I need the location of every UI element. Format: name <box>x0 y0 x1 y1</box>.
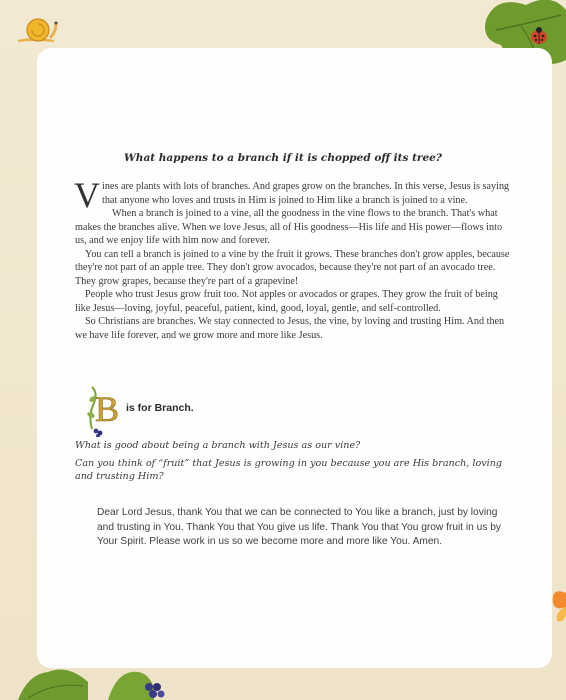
question-title: What happens to a branch if it is chopped off its tree? <box>124 152 442 164</box>
drop-cap: V <box>74 175 100 215</box>
paragraph-2: When a branch is joined to a vine, all the goodness in the vine flows to the branch. That's what makes the branches alive. When we love Jesus, all of His goodness—His life and His power—flows into us, and we enjoy life with him now and forever. <box>75 208 503 246</box>
question-2: Can you think of “fruit” that Jesus is growing in you because you are His branch, loving and trusting Him? <box>75 458 503 482</box>
discussion-questions <box>75 439 515 488</box>
letter-glyph: B <box>95 389 120 429</box>
paragraph-1 <box>74 175 515 215</box>
content-card <box>37 48 552 668</box>
paragraph-3: You can tell a branch is joined to a vine by the fruit it grows. These branches don't grow apples, because they're not part of an apple tree. They don't grow avocados, because they're not part of an avocado tree. They grow grapes, because they're part of a grapevine! <box>75 248 510 287</box>
letter-label: is for Branch. <box>126 402 194 414</box>
question-1: What is good about being a branch with Jesus as our vine? <box>75 440 361 451</box>
grape-cluster-icon <box>144 682 166 700</box>
ladybug-icon <box>528 26 550 46</box>
paragraph-text: ines are plants with lots of branches. And grapes grow on the branches. In this verse, Jesus is saying that anyone who loves and trusts in Him is joined to Him like a branch is joined to a vine. <box>102 181 510 206</box>
paragraph-5: So Christians are branches. We stay connected to Jesus, the vine, by loving and trusting Him. And then we have life forever, and we grow more and more like Jesus. <box>75 316 505 341</box>
vine-leaf-icon <box>18 664 88 700</box>
body-text <box>74 175 515 342</box>
paragraph-4: People who trust Jesus grow fruit too. Not apples or avocados or grapes. They grow the fruit of being like Jesus—loving, joyful, peaceful, patient, kind, good, loyal, gentle, and self-controlled. <box>75 289 498 314</box>
prayer-text: Dear Lord Jesus, thank You that we can be connected to You like a branch, just by loving and trusting in You. Thank You that You give us life. Thank You that You grow fruit in us by Your Spirit. Please work in us so we become more and more like You. Amen. <box>97 507 502 547</box>
snail-icon <box>14 10 62 44</box>
illuminated-letter-b <box>86 385 121 437</box>
